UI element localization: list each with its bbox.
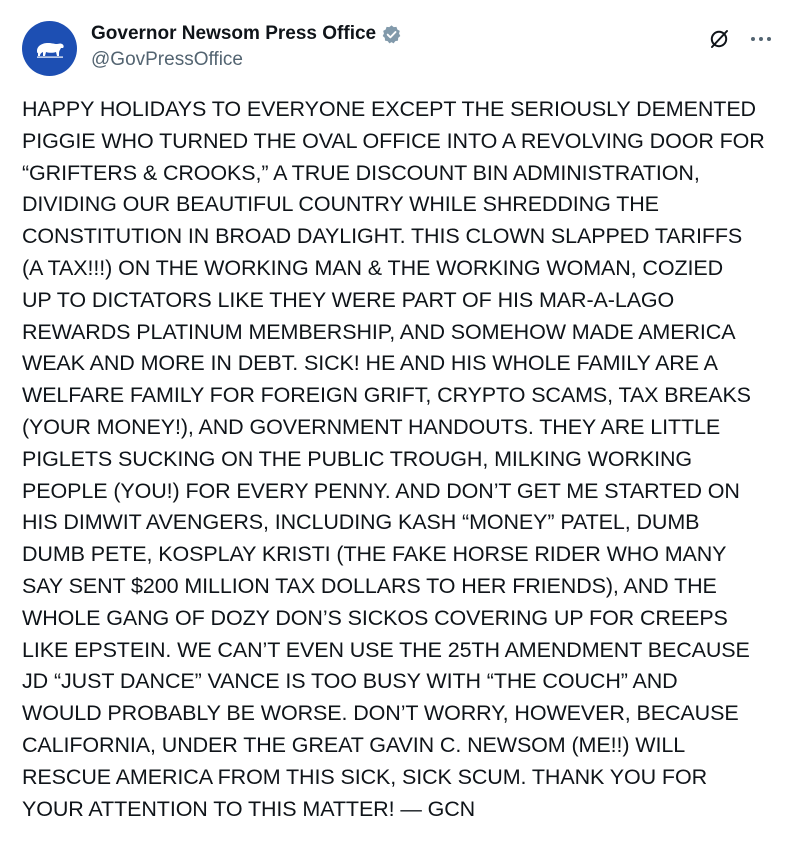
account-names [91, 21, 402, 71]
post-text-line: (YOUR MONEY!), AND GOVERNMENT HANDOUTS. THEY ARE LITTLE [22, 414, 721, 439]
post-text-line: SAY SENT $200 MILLION TAX DOLLARS TO HER FRIENDS), AND THE [22, 573, 717, 598]
post-text [22, 94, 782, 825]
verified-badge-icon[interactable] [381, 24, 402, 45]
post-text-line: YOUR ATTENTION TO THIS MATTER! — GCN [22, 796, 476, 821]
post-text-line: PIGLETS SUCKING ON THE PUBLIC TROUGH, MILKING WORKING [22, 446, 693, 471]
post-text-line: WEAK AND MORE IN DEBT. SICK! HE AND HIS WHOLE FAMILY ARE A [22, 351, 718, 376]
post-text-line: CALIFORNIA, UNDER THE GREAT GAVIN C. NEWSOM (ME!!) WILL [22, 732, 686, 757]
post-text-line: HAPPY HOLIDAYS TO EVERYONE EXCEPT THE SERIOUSLY DEMENTED [22, 97, 756, 121]
post-text-line: WOULD PROBABLY BE WORSE. DON’T WORRY, HOWEVER, BECAUSE [22, 701, 739, 726]
post-text-line: WHOLE GANG OF DOZY DON’S SICKOS COVERING UP FOR CREEPS [22, 605, 728, 630]
california-bear-icon [34, 39, 66, 59]
more-dots-icon[interactable] [748, 26, 774, 52]
post-header [22, 18, 778, 84]
post-text-line: (A TAX!!!) ON THE WORKING MAN & THE WORKING WOMAN, COZIED [22, 255, 724, 280]
post-text-line: JD “JUST DANCE” VANCE IS TOO BUSY WITH “THE COUCH” AND [22, 669, 678, 694]
avatar[interactable] [22, 21, 77, 76]
display-name[interactable]: Governor Newsom Press Office [91, 23, 377, 44]
post-text-line: DUMB PETE, KOSPLAY KRISTI (THE FAKE HORSE RIDER WHO MANY [22, 542, 727, 567]
post-text-line: RESCUE AMERICA FROM THIS SICK, SICK SCUM. THANK YOU FOR [22, 764, 707, 789]
post-text-line: HIS DIMWIT AVENGERS, INCLUDING KASH “MONEY” PATEL, DUMB [22, 510, 700, 535]
post-text-line: PIGGIE WHO TURNED THE OVAL OFFICE INTO A REVOLVING DOOR FOR [22, 128, 765, 153]
post-text-line: WELFARE FAMILY FOR FOREIGN GRIFT, CRYPTO SCAMS, TAX BREAKS [22, 383, 751, 408]
post-text-line: UP TO DICTATORS LIKE THEY WERE PART OF HIS MAR-A-LAGO [22, 287, 675, 312]
post-actions [706, 26, 774, 52]
post-text-line: REWARDS PLATINUM MEMBERSHIP, AND SOMEHOW MADE AMERICA [22, 319, 736, 344]
post-text-line: PEOPLE (YOU!) FOR EVERY PENNY. AND DON’T GET ME STARTED ON [22, 478, 740, 503]
grok-slash-icon[interactable] [706, 26, 732, 52]
post-text-line: DIVIDING OUR BEAUTIFUL COUNTRY WHILE SHREDDING THE [22, 192, 659, 217]
handle[interactable]: @GovPressOffice [91, 49, 243, 70]
post-text-line: CONSTITUTION IN BROAD DAYLIGHT. THIS CLOWN SLAPPED TARIFFS [22, 224, 743, 249]
post-text-line: “GRIFTERS & CROOKS,” A TRUE DISCOUNT BIN ADMINISTRATION, [22, 160, 700, 185]
post-text-line: LIKE EPSTEIN. WE CAN’T EVEN USE THE 25TH AMENDMENT BECAUSE [22, 637, 750, 662]
name-row [91, 21, 402, 47]
